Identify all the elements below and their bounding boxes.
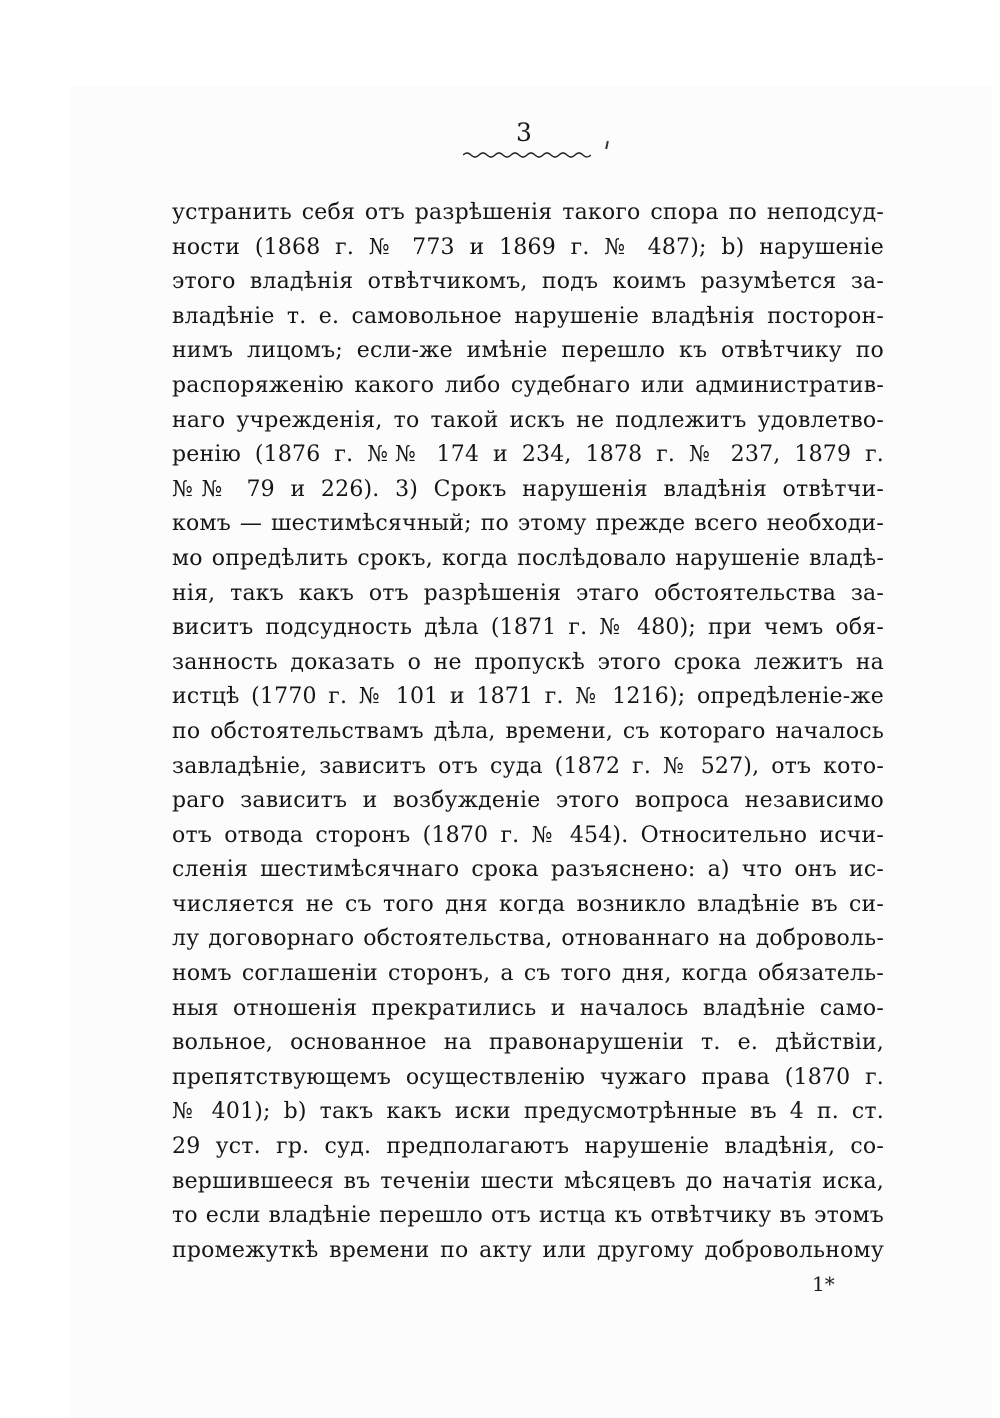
text-line: мо опредѣлить срокъ, когда послѣдовало нарушеніе владѣ- [172, 545, 884, 571]
text-line: владѣніе т. е. самовольное нарушеніе владѣнія посторон- [172, 303, 884, 329]
text-line: 29 уст. гр. суд. предполагаютъ нарушеніе владѣнія, со- [172, 1134, 884, 1160]
text-line: истцѣ (1770 г. № 101 и 1871 г. № 1216); опредѣленіе-же [172, 684, 884, 710]
text-line: препятствующемъ осуществленію чужаго права (1870 г. [172, 1064, 884, 1090]
text-line: нія, такъ какъ отъ разрѣшенія этаго обстоятельства за- [172, 580, 884, 606]
text-line: комъ — шестимѣсячный; по этому прежде всего необходи- [172, 511, 884, 537]
text-line: номъ соглашеніи сторонъ, а съ того дня, когда обязатель- [172, 961, 884, 987]
text-line: № 401); b) такъ какъ иски предусмотрѣнные въ 4 п. ст. [172, 1099, 884, 1125]
text-line: этого владѣнія отвѣтчикомъ, подъ коимъ разумѣется за- [172, 269, 884, 295]
text-line: раго зависитъ и возбужденіе этого вопроса независимо [172, 788, 884, 814]
page-number: 3 [516, 118, 532, 147]
text-line: ренію (1876 г. №№ 174 и 234, 1878 г. № 237, 1879 г. [172, 442, 884, 468]
text-line: ности (1868 г. № 773 и 1869 г. № 487); b) нарушеніе [172, 234, 884, 260]
text-line: занность доказать о не пропускѣ этого срока лежитъ на [172, 649, 884, 675]
text-line: лу договорнаго обстоятельства, отнованнаго на доброволь- [172, 926, 884, 952]
text-line: наго учрежденія, то такой искъ не подлежитъ удовлетво- [172, 407, 884, 433]
decorative-wavy-rule [463, 150, 591, 160]
text-line: виситъ подсудность дѣла (1871 г. № 480); при чемъ обя- [172, 615, 884, 641]
text-line: устранить себя отъ разрѣшенія такого спора по неподсуд- [172, 200, 884, 225]
text-line: отъ отвода сторонъ (1870 г. № 454). Относительно исчи- [172, 822, 884, 848]
text-line: вершившееся въ теченіи шести мѣсяцевъ до начатія иска, [172, 1168, 884, 1194]
text-line: числяется не съ того дня когда возникло владѣніе въ си- [172, 891, 884, 917]
signature-mark: 1* [812, 1272, 835, 1296]
body-text [172, 196, 884, 1268]
text-line: сленія шестимѣсячнаго срока разъяснено: а) что онъ ис- [172, 857, 884, 883]
text-line: ныя отношенія прекратились и началось владѣніе само- [172, 995, 884, 1021]
text-line: вольное, основанное на правонарушеніи т. е. дѣйствіи, [172, 1030, 884, 1056]
text-line: завладѣніе, зависитъ отъ суда (1872 г. № 527), отъ кото- [172, 753, 884, 779]
text-line: распоряженію какого либо судебнаго или административ- [172, 372, 884, 398]
text-line: то если владѣніе перешло отъ истца къ отвѣтчику въ этомъ [172, 1203, 884, 1229]
text-line: нимъ лицомъ; если-же имѣніе перешло къ отвѣтчику по [172, 338, 884, 364]
text-line: №№ 79 и 226). 3) Срокъ нарушенія владѣнія отвѣтчи- [172, 476, 884, 502]
text-line: по обстоятельствамъ дѣла, времени, съ котораго началось [172, 718, 884, 744]
text-line: промежуткѣ времени по акту или другому добровольному [172, 1237, 884, 1263]
